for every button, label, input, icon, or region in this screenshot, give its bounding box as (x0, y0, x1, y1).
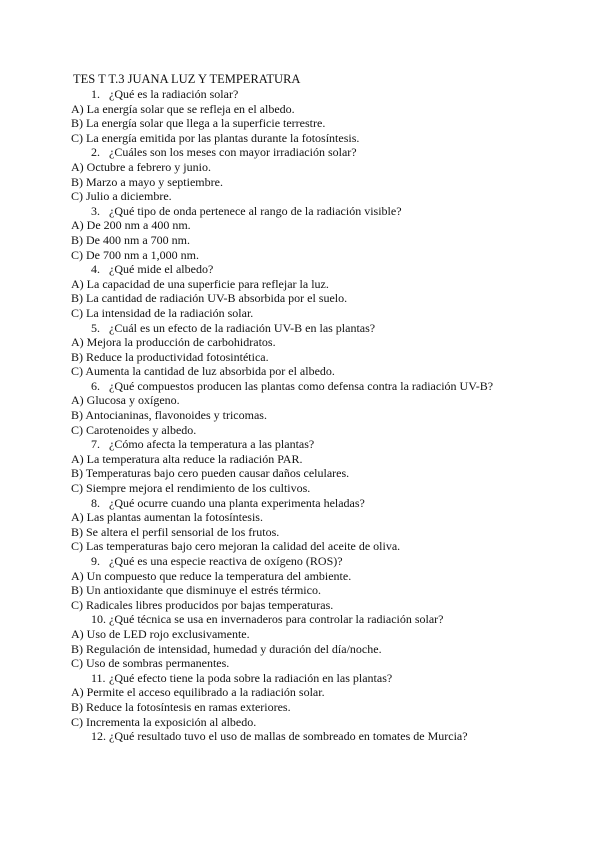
answer-option: A) De 200 nm a 400 nm. (71, 218, 191, 233)
answer-option: B) Se altera el perfil sensorial de los frutos. (71, 524, 280, 539)
answer-option: B) La cantidad de radiación UV-B absorbida por el suelo. (71, 291, 348, 306)
document-body (73, 72, 573, 744)
answer-option: C) Aumenta la cantidad de luz absorbida por el albedo. (71, 364, 335, 379)
question-text: ¿Qué ocurre cuando una planta experimenta heladas? (109, 495, 365, 510)
answer-option: B) Reduce la productividad fotosintética. (71, 349, 269, 364)
answer-option: B) Marzo a mayo y septiembre. (71, 174, 223, 189)
answer-option: C) La energía emitida por las plantas durante la fotosíntesis. (71, 130, 360, 145)
answer-option: C) Julio a diciembre. (71, 189, 172, 204)
answer-option: A) Permite el acceso equilibrado a la radiación solar. (71, 685, 325, 700)
answer-option: A) Un compuesto que reduce la temperatura del ambiente. (71, 568, 352, 583)
answer-option: C) Siempre mejora el rendimiento de los cultivos. (71, 481, 311, 496)
question (73, 262, 573, 277)
question-number: 4. (91, 262, 100, 277)
question (73, 321, 573, 336)
question-number: 1. (91, 87, 100, 101)
question-text: ¿Cuál es un efecto de la radiación UV-B en las plantas? (109, 320, 376, 335)
question (73, 554, 573, 569)
question-number: 9. (91, 554, 100, 568)
question-number: 6. (91, 378, 100, 393)
answer-option: C) De 700 nm a 1,000 nm. (71, 247, 199, 262)
question (73, 379, 573, 394)
question-number: 2. (91, 145, 100, 160)
question-text: ¿Qué es la radiación solar? (109, 87, 239, 101)
question-text: ¿Cuáles son los meses con mayor irradiación solar? (109, 145, 357, 160)
question-text: ¿Qué efecto tiene la poda sobre la radiación en las plantas? (109, 670, 393, 685)
answer-option: B) Antocianinas, flavonoides y tricomas. (71, 408, 267, 423)
answer-option: C) Uso de sombras permanentes. (71, 656, 230, 671)
answer-option: A) La temperatura alta reduce la radiación PAR. (71, 451, 303, 466)
document-title: TES T T.3 JUANA LUZ Y TEMPERATURA (73, 72, 301, 86)
question-number: 8. (91, 495, 100, 510)
question (73, 496, 573, 511)
question-text: ¿Qué mide el albedo? (109, 262, 214, 277)
answer-option: B) Un antioxidante que disminuye el estrés térmico. (71, 583, 321, 598)
question-number: 12. (91, 729, 106, 744)
answer-option: A) La energía solar que se refleja en el albedo. (71, 101, 295, 116)
question-number: 10. (91, 612, 106, 627)
answer-option: B) De 400 nm a 700 nm. (71, 232, 190, 247)
answer-option: A) Uso de LED rojo exclusivamente. (71, 626, 250, 641)
question (73, 729, 573, 744)
question (73, 145, 573, 160)
question (73, 671, 573, 686)
answer-option: C) La intensidad de la radiación solar. (71, 305, 254, 320)
answer-option: A) Glucosa y oxígeno. (71, 393, 180, 408)
answer-option: A) Mejora la producción de carbohidratos. (71, 335, 276, 350)
answer-option: C) Radicales libres producidos por bajas temperaturas. (71, 597, 334, 612)
answer-option: A) Octubre a febrero y junio. (71, 159, 211, 174)
answer-option: C) Carotenoides y albedo. (71, 422, 197, 437)
question-text: ¿Qué técnica se usa en invernaderos para controlar la radiación solar? (109, 612, 444, 627)
question-text: ¿Cómo afecta la temperatura a las plantas? (109, 437, 315, 452)
answer-option: A) Las plantas aumentan la fotosíntesis. (71, 510, 263, 525)
answer-option: C) Las temperaturas bajo cero mejoran la calidad del aceite de oliva. (71, 539, 401, 554)
question (73, 87, 573, 102)
answer-option: B) La energía solar que llega a la superficie terrestre. (71, 116, 326, 131)
answer-option: B) Temperaturas bajo cero pueden causar daños celulares. (71, 466, 350, 481)
question (73, 612, 573, 627)
question (73, 437, 573, 452)
answer-option: B) Regulación de intensidad, humedad y duración del día/noche. (71, 641, 382, 656)
question (73, 204, 573, 219)
question-text: ¿Qué compuestos producen las plantas como defensa contra la radiación UV-B? (109, 378, 494, 393)
question-text: ¿Qué es una especie reactiva de oxígeno (ROS)? (109, 554, 343, 568)
question-number: 5. (91, 320, 100, 335)
question-text: ¿Qué resultado tuvo el uso de mallas de sombreado en tomates de Murcia? (109, 729, 468, 744)
answer-option: C) Incrementa la exposición al albedo. (71, 714, 257, 729)
question-number: 3. (91, 203, 100, 218)
answer-option: B) Reduce la fotosíntesis en ramas exteriores. (71, 699, 291, 714)
question-number: 11. (91, 670, 106, 685)
answer-option: A) La capacidad de una superficie para reflejar la luz. (71, 276, 329, 291)
question-text: ¿Qué tipo de onda pertenece al rango de la radiación visible? (109, 203, 402, 218)
question-number: 7. (91, 437, 100, 452)
